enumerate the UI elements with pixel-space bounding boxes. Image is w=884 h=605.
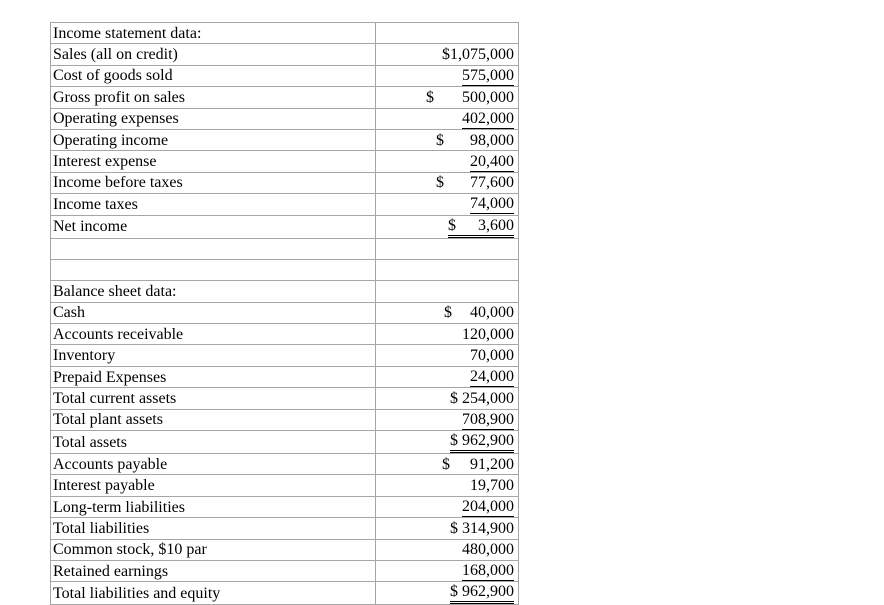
table-row: [51, 366, 519, 387]
row-label: Total current assets: [51, 388, 376, 409]
currency-symbol: $: [444, 304, 452, 322]
row-value: 91,200: [470, 455, 514, 473]
table-row: [51, 409, 519, 430]
row-label: Accounts payable: [51, 454, 376, 475]
row-label: Long-term liabilities: [51, 496, 376, 517]
row-label: Cost of goods sold: [51, 65, 376, 86]
row-label: Sales (all on credit): [51, 44, 376, 65]
row-value: 480,000: [462, 541, 514, 559]
income-header: Income statement data:: [51, 23, 376, 44]
row-label: Interest payable: [51, 475, 376, 496]
table-row: [51, 518, 519, 539]
row-value: 500,000: [462, 88, 514, 106]
row-value: 98,000: [470, 131, 514, 149]
row-value: 24,000: [470, 368, 514, 386]
table-row: [51, 108, 519, 129]
table-row: [51, 496, 519, 517]
row-value: $ 314,900: [450, 519, 514, 537]
table-row: [51, 172, 519, 193]
row-value: $ 254,000: [450, 389, 514, 407]
financial-data-table: [50, 22, 519, 605]
table-row: [51, 215, 519, 238]
row-label: Common stock, $10 par: [51, 539, 376, 560]
currency-symbol: $: [448, 216, 456, 234]
row-label: Income before taxes: [51, 172, 376, 193]
row-value: 204,000: [462, 498, 514, 515]
currency-symbol: $: [442, 455, 450, 473]
balance-header-row: [51, 281, 519, 302]
row-label: Accounts receivable: [51, 324, 376, 345]
row-value: $ 962,900: [450, 431, 514, 453]
row-label: Net income: [51, 215, 376, 238]
row-label: Operating expenses: [51, 108, 376, 129]
row-label: Interest expense: [51, 151, 376, 172]
row-label: Total plant assets: [51, 409, 376, 430]
currency-symbol: $: [436, 131, 444, 149]
table-row: [51, 129, 519, 150]
table-row: [51, 475, 519, 496]
table-row: [51, 65, 519, 86]
table-row: [51, 560, 519, 581]
row-label: Retained earnings: [51, 560, 376, 581]
row-value: 77,600: [470, 174, 514, 192]
income-header-row: [51, 23, 519, 44]
row-label: Operating income: [51, 129, 376, 150]
row-value: 20,400: [470, 152, 514, 170]
row-label: Cash: [51, 302, 376, 323]
row-label: Total liabilities and equity: [51, 582, 376, 605]
table-row: [51, 194, 519, 215]
table-row: [51, 539, 519, 560]
row-value: 575,000: [462, 66, 514, 84]
table-row: [51, 345, 519, 366]
table-row: [51, 454, 519, 475]
row-label: Prepaid Expenses: [51, 366, 376, 387]
blank-row: [51, 259, 519, 280]
row-label: Total assets: [51, 431, 376, 454]
row-value: $1,075,000: [442, 46, 514, 64]
table-row: [51, 44, 519, 65]
row-value: $ 962,900: [450, 582, 514, 604]
row-value: 708,900: [462, 410, 514, 428]
table-row: [51, 582, 519, 605]
row-value: 3,600: [478, 216, 514, 234]
row-value: 70,000: [470, 347, 514, 365]
row-label: Income taxes: [51, 194, 376, 215]
row-value: 120,000: [462, 325, 514, 343]
table-row: [51, 431, 519, 454]
row-value: 40,000: [470, 304, 514, 322]
cropped-text-strip: [0, 0, 884, 12]
table-row: [51, 388, 519, 409]
balance-header: Balance sheet data:: [51, 281, 376, 302]
currency-symbol: $: [426, 88, 434, 106]
row-value: 168,000: [462, 562, 514, 580]
table-row: [51, 324, 519, 345]
currency-symbol: $: [436, 174, 444, 192]
table-row: [51, 151, 519, 172]
row-value: 402,000: [462, 109, 514, 127]
table-row: [51, 302, 519, 323]
row-label: Gross profit on sales: [51, 87, 376, 108]
blank-row: [51, 238, 519, 259]
row-label: Inventory: [51, 345, 376, 366]
row-value: 19,700: [470, 477, 514, 495]
row-value: 74,000: [470, 195, 514, 213]
row-label: Total liabilities: [51, 518, 376, 539]
table-row: [51, 87, 519, 108]
